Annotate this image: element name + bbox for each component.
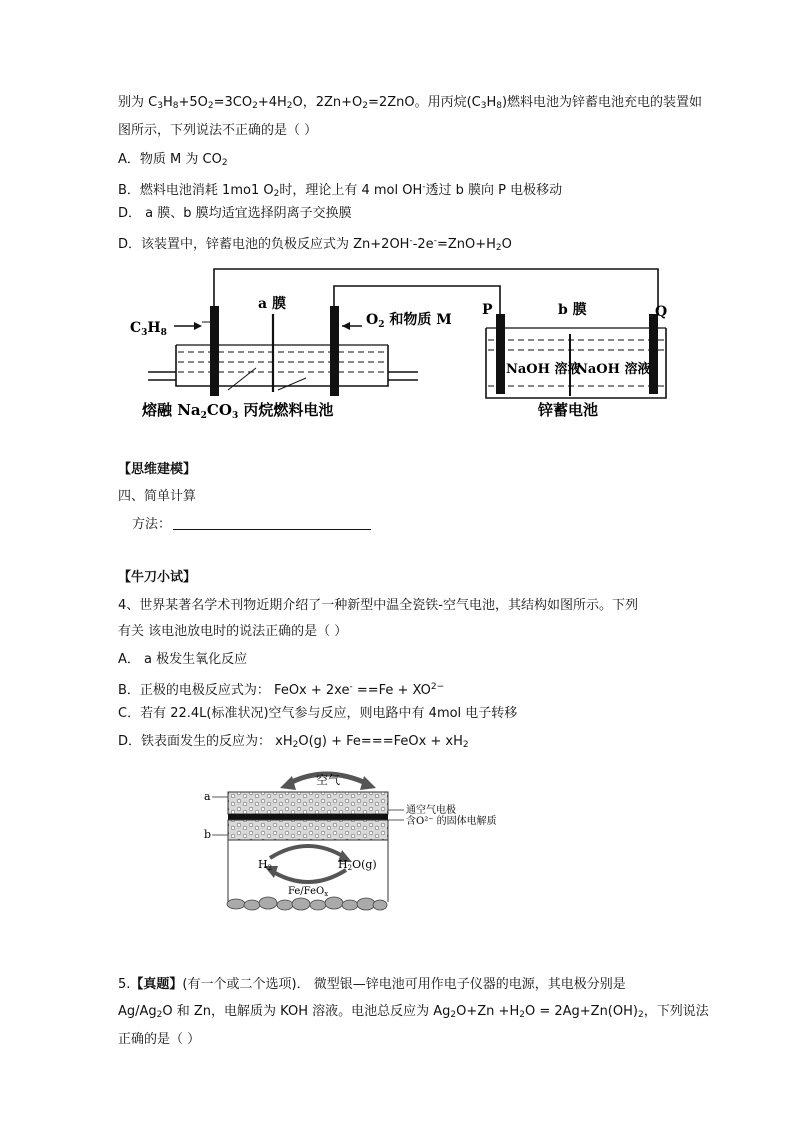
zinc-battery-label: 锌蓄电池 (538, 401, 599, 419)
q3-option-d: D．该装置中，锌蓄电池的负极反应式为 $Zn+2OH^--2e^-=ZnO+H_2O$ (118, 236, 512, 253)
b-label: b (204, 828, 212, 841)
method-row (132, 515, 371, 535)
fe-label: Fe/FeO$_x$ (288, 886, 329, 898)
q4-stem-line2: 有关 该电池放电时的说法正确的是（ ） (118, 624, 348, 639)
method-blank-line[interactable] (173, 515, 371, 530)
b-membrane-label: b 膜 (558, 302, 587, 318)
wire-inner (334, 286, 500, 314)
air-electrode-layer (228, 792, 388, 814)
fuel-cell-diagram (128, 262, 676, 430)
naoh-left-label: NaOH 溶液 (506, 362, 581, 377)
c3h8-label: $C_3H_8$ (130, 320, 167, 338)
cycle-arrow-top (270, 846, 346, 858)
h2-label: H2 (258, 858, 273, 872)
q-label: Q (655, 304, 668, 320)
q4-stem-line1: 4、世界某著名学术刊物近期介绍了一种新型中温全瓷铁-空气电池，其结构如图所示。下列 (118, 598, 638, 613)
q4-option-b: B．正极的电极反应式为： FeOx + $2xe^- ==Fe + XO^{2-}$ (118, 682, 445, 698)
q4-option-d: D．铁表面发生的反应为： $xH_2O(g)$ + Fe===FeOx + $xH_2$ (118, 734, 469, 750)
h2o-label: H2O(g) (338, 858, 377, 872)
a-membrane-label: a 膜 (258, 296, 286, 312)
electrolyte-label: 含O²⁻ 的固体电解质 (406, 816, 497, 827)
q4-option-c: C．若有 22.4L(标准状况)空气参与反应，则电路中有 4mol 电子转移 (118, 706, 518, 721)
electrolyte-layer (228, 820, 388, 840)
iron-air-battery-diagram (200, 766, 560, 912)
separator-layer (228, 814, 388, 820)
p-label: P (482, 302, 493, 318)
iron-bed (227, 897, 387, 910)
section-model-heading: 【思维建模】 (118, 462, 197, 477)
q3-stem-line2: 图所示，下列说法不正确的是（ ） (118, 123, 318, 138)
q5-line2: $Ag/Ag_2O$ 和 Zn，电解质为 KOH 溶液。电池总反应为 $Ag_2O+Zn +H_2O = 2Ag+Zn(OH)_2$，下列说法 (118, 1004, 709, 1020)
molten-label: 熔融 $Na_2CO_3$ 丙烷燃料电池 (142, 401, 334, 421)
section-try-heading: 【牛刀小试】 (118, 570, 197, 585)
air-electrode-label: 通空气电极 (406, 805, 456, 816)
section-four-heading: 四、简单计算 (118, 489, 197, 504)
q5-line1: 5.【真题】(有一个或二个选项)． 微型银—锌电池可用作电子仪器的电源，其电极分别是 (118, 977, 626, 992)
q3-stem-line1: 别为 $C_3H_8+5O_2=3CO_2+4H_2O$，$2Zn+O_2=2ZnO$。用丙烷$(C_3H_8)$燃料电池为锌蓄电池充电的装置如 (118, 95, 703, 111)
method-label: 方法： (132, 517, 172, 532)
q3-option-a: A．物质 M 为 $CO_2$ (118, 152, 228, 168)
q4-option-a: A． a 极发生氧化反应 (118, 652, 248, 667)
q3-option-c: D． a 膜、b 膜均适宜选择阴离子交换膜 (118, 206, 352, 221)
q3-option-b: B．燃料电池消耗 1mo1 $O_2$时，理论上有 4 mol OH-透过 b 膜向 P 电极移动 (118, 182, 563, 199)
a-label: a (204, 790, 211, 803)
cycle-arrow-bottom (270, 870, 346, 882)
q5-line3: 正确的是（ ） (118, 1032, 201, 1047)
naoh-right-label: NaOH 溶液 (576, 362, 651, 377)
o2-label: $O_2$ 和物质 M (366, 312, 452, 330)
air-label: 空气 (316, 773, 341, 787)
zinc-battery-tank (486, 314, 666, 398)
